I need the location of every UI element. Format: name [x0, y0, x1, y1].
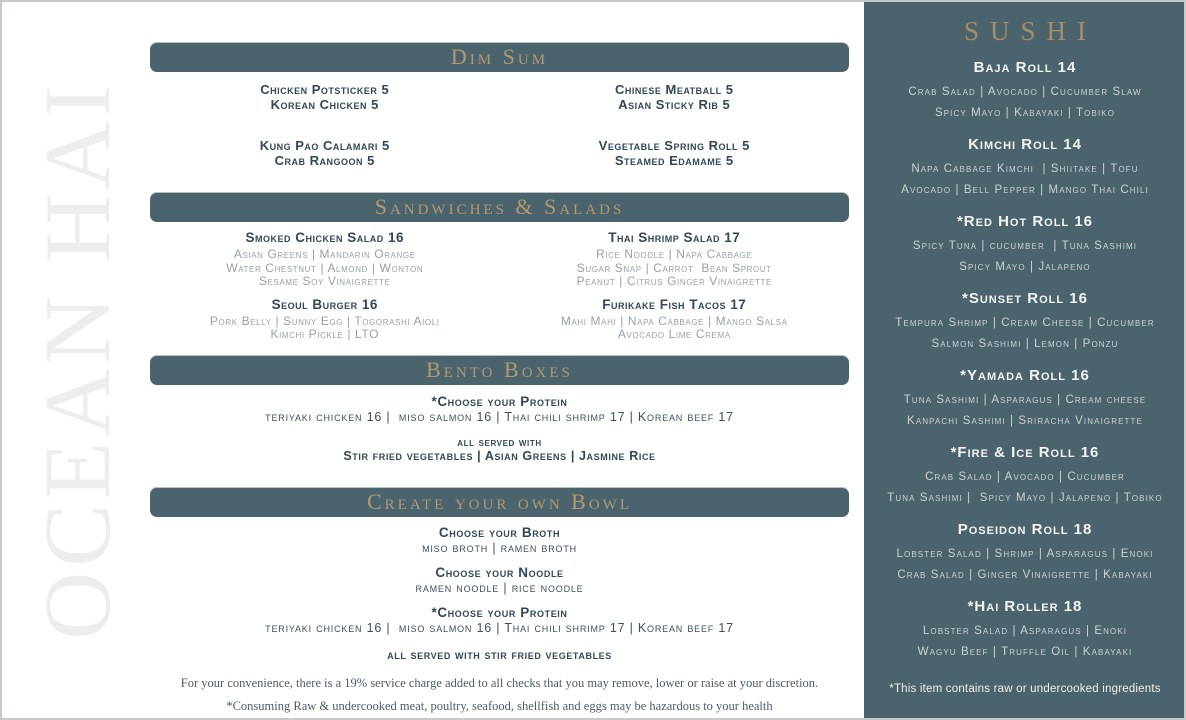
bento-protein-options: teriyaki chicken 16 | miso salmon 16 | Thai chili shrimp 17 | Korean beef 17: [265, 409, 734, 424]
menu-item-ingredients: Water Chestnut | Almond | Wonton: [226, 260, 424, 275]
menu-item-name: Thai Shrimp Salad 17: [608, 230, 741, 245]
sushi-sidebar: [864, 2, 1186, 718]
sushi-item-name: *Hai Roller 18: [967, 598, 1083, 615]
menu-item-ingredients: Peanut | Citrus Ginger Vinaigrette: [576, 274, 772, 288]
menu-item-ingredients: Avocado Lime Crema: [617, 327, 731, 341]
bowl-broth-options: miso broth | ramen broth: [422, 540, 577, 555]
raw-food-warning: *Consuming Raw & undercooked meat, poultry, seafood, shellfish and eggs may be hazardous to your health: [226, 698, 773, 713]
dim-sum-cell: [500, 82, 850, 112]
sushi-item-name: Poseidon Roll 18: [957, 521, 1093, 538]
sushi-item-ingredients: Napa Cabbage Kimchi | Shiitake | Tofu: [911, 163, 1139, 175]
menu-item-ingredients: Sugar Snap | Carrot Bean Sprout: [576, 260, 772, 275]
menu-item-name: Kung Pao Calamari 5: [259, 138, 390, 153]
sushi-item-ingredients: Spicy Mayo | Kabayaki | Tobiko: [934, 107, 1116, 119]
sushi-item-ingredients: Lobster Salad | Shrimp | Asparagus | Enoki: [896, 548, 1154, 560]
sushi-raw-ingredients-note: *This item contains raw or undercooked ingredients: [889, 683, 1161, 695]
sushi-item-ingredients: Avocado | Bell Pepper | Mango Thai Chili: [901, 184, 1149, 196]
bowl-noodle-heading: Choose your Noodle: [435, 564, 564, 580]
sushi-item-name: Baja Roll 14: [973, 59, 1077, 76]
sushi-item-fire-and-ice-roll: [878, 443, 1172, 509]
bowl-protein-options: teriyaki chicken 16 | miso salmon 16 | Thai chili shrimp 17 | Korean beef 17: [265, 620, 734, 635]
sushi-item-ingredients: Crab Salad | Avocado | Cucumber: [925, 471, 1125, 483]
bowl-group-broth: [150, 525, 849, 556]
section-header-sandwiches-salads: [150, 192, 849, 222]
sandwiches-items: [150, 230, 849, 342]
dim-sum-cell: [150, 138, 500, 168]
menu-item-name: Steamed Edamame 5: [614, 153, 734, 168]
dim-sum-cell: [500, 138, 850, 168]
service-charge-note: For your convenience, there is a 19% service charge added to all checks that you may remove, lower or raise at your discretion.: [180, 675, 819, 690]
brand-watermark: [8, 2, 148, 718]
bowl-group-noodle: [150, 565, 849, 596]
sushi-item-name: Kimchi Roll 14: [968, 136, 1082, 153]
section-header-create-your-own-bowl: [150, 487, 849, 517]
bowl-protein-heading: *Choose your Protein: [431, 604, 568, 620]
menu-item-ingredients: Pork Belly | Sunny Egg | Togorashi Aioli: [209, 313, 440, 328]
sushi-item-baja-roll: [878, 58, 1172, 124]
bowl-noodle-options: ramen noodle | rice noodle: [415, 580, 584, 595]
sushi-item-name: *Sunset Roll 16: [962, 290, 1088, 307]
bowl-served-note: all served with stir fried vegetables: [387, 647, 612, 662]
menu-item-smoked-chicken-salad: [150, 230, 500, 289]
menu-item-name: Vegetable Spring Roll 5: [598, 138, 750, 153]
menu-item-name: Furikake Fish Tacos 17: [602, 296, 747, 312]
bento-served-heading: all served with: [457, 434, 542, 449]
menu-footer: [150, 676, 849, 714]
sushi-item-ingredients: Tuna Sashimi | Asparagus | Cream cheese: [903, 394, 1147, 406]
sushi-item-name: *Red Hot Roll 16: [956, 213, 1094, 230]
menu-item-ingredients: Mahi Mahi | Napa Cabbage | Mango Salsa: [560, 313, 788, 328]
sushi-item-sunset-roll: [878, 289, 1172, 355]
menu-item-name: Asian Sticky Rib 5: [618, 97, 731, 112]
sushi-item-ingredients: Wagyu Beef | Truffle Oil | Kabayaki: [917, 646, 1133, 658]
menu-item-name: Crab Rangoon 5: [274, 153, 375, 168]
dim-sum-row: [150, 82, 849, 112]
bowl-content: [150, 525, 849, 662]
sushi-item-ingredients: Crab Salad | Avocado | Cucumber Slaw: [908, 86, 1142, 98]
sushi-title: SUSHI: [963, 16, 1098, 46]
menu-item-name: Seoul Burger 16: [271, 296, 378, 312]
sushi-item-ingredients: Spicy Tuna | cucumber | Tuna Sashimi: [912, 240, 1138, 252]
sushi-item-ingredients: Crab Salad | Ginger Vinaigrette | Kabayaki: [897, 569, 1153, 581]
section-title-dim-sum: Dim Sum: [450, 44, 549, 69]
section-title-bento-boxes: Bento Boxes: [426, 356, 573, 382]
sushi-item-hai-roller: [878, 597, 1172, 663]
brand-vertical-text: OCEAN HAI: [26, 80, 130, 640]
menu-item-seoul-burger: [150, 297, 500, 342]
section-header-dim-sum: [150, 42, 849, 72]
menu-main-column: [150, 2, 849, 714]
menu-item-ingredients: Asian Greens | Mandarin Orange: [233, 247, 416, 261]
menu-item-thai-shrimp-salad: [500, 230, 850, 289]
bento-content: [150, 394, 849, 464]
sushi-item-ingredients: Tempura Shrimp | Cream Cheese | Cucumber: [895, 317, 1155, 329]
sushi-item-poseidon-roll: [878, 520, 1172, 586]
dim-sum-cell: [150, 82, 500, 112]
menu-item-name: Korean Chicken 5: [270, 97, 379, 112]
bowl-broth-heading: Choose your Broth: [438, 524, 561, 540]
sushi-item-ingredients: Kanpachi Sashimi | Sriracha Vinaigrette: [907, 415, 1143, 427]
menu-item-ingredients: Kimchi Pickle | LTO: [270, 327, 380, 341]
sushi-item-name: *Yamada Roll 16: [960, 367, 1090, 384]
menu-item-furikake-fish-tacos: [500, 297, 850, 342]
sushi-item-ingredients: Spicy Mayo | Jalapeno: [959, 261, 1091, 273]
menu-item-name: Chinese Meatball 5: [614, 82, 734, 97]
sushi-item-yamada-roll: [878, 366, 1172, 432]
sushi-item-ingredients: Salmon Sashimi | Lemon | Ponzu: [931, 338, 1119, 350]
sushi-item-red-hot-roll: [878, 212, 1172, 278]
menu-item-ingredients: Rice Noodle | Napa Cabbage: [596, 247, 753, 261]
menu-item-ingredients: Sesame Soy Vinaigrette: [259, 274, 391, 288]
sushi-item-name: *Fire & Ice Roll 16: [950, 444, 1100, 461]
section-title-sandwiches-salads: Sandwiches & Salads: [374, 194, 625, 219]
bowl-group-protein: [150, 605, 849, 636]
menu-item-name: Chicken Potsticker 5: [260, 82, 390, 97]
section-title-create-your-own-bowl: Create your own Bowl: [367, 488, 632, 514]
section-header-bento-boxes: [150, 355, 849, 385]
sushi-item-ingredients: Lobster Salad | Asparagus | Enoki: [922, 625, 1128, 637]
dim-sum-items: [150, 82, 849, 168]
bento-protein-heading: *Choose your Protein: [431, 393, 568, 409]
menu-item-name: Smoked Chicken Salad 16: [245, 230, 405, 245]
sushi-item-kimchi-roll: [878, 135, 1172, 201]
bento-served-line: Stir fried vegetables | Asian Greens | Jasmine Rice: [343, 448, 656, 463]
dim-sum-row: [150, 138, 849, 168]
sushi-item-ingredients: Tuna Sashimi | Spicy Mayo | Jalapeno | Tobiko: [887, 492, 1163, 504]
